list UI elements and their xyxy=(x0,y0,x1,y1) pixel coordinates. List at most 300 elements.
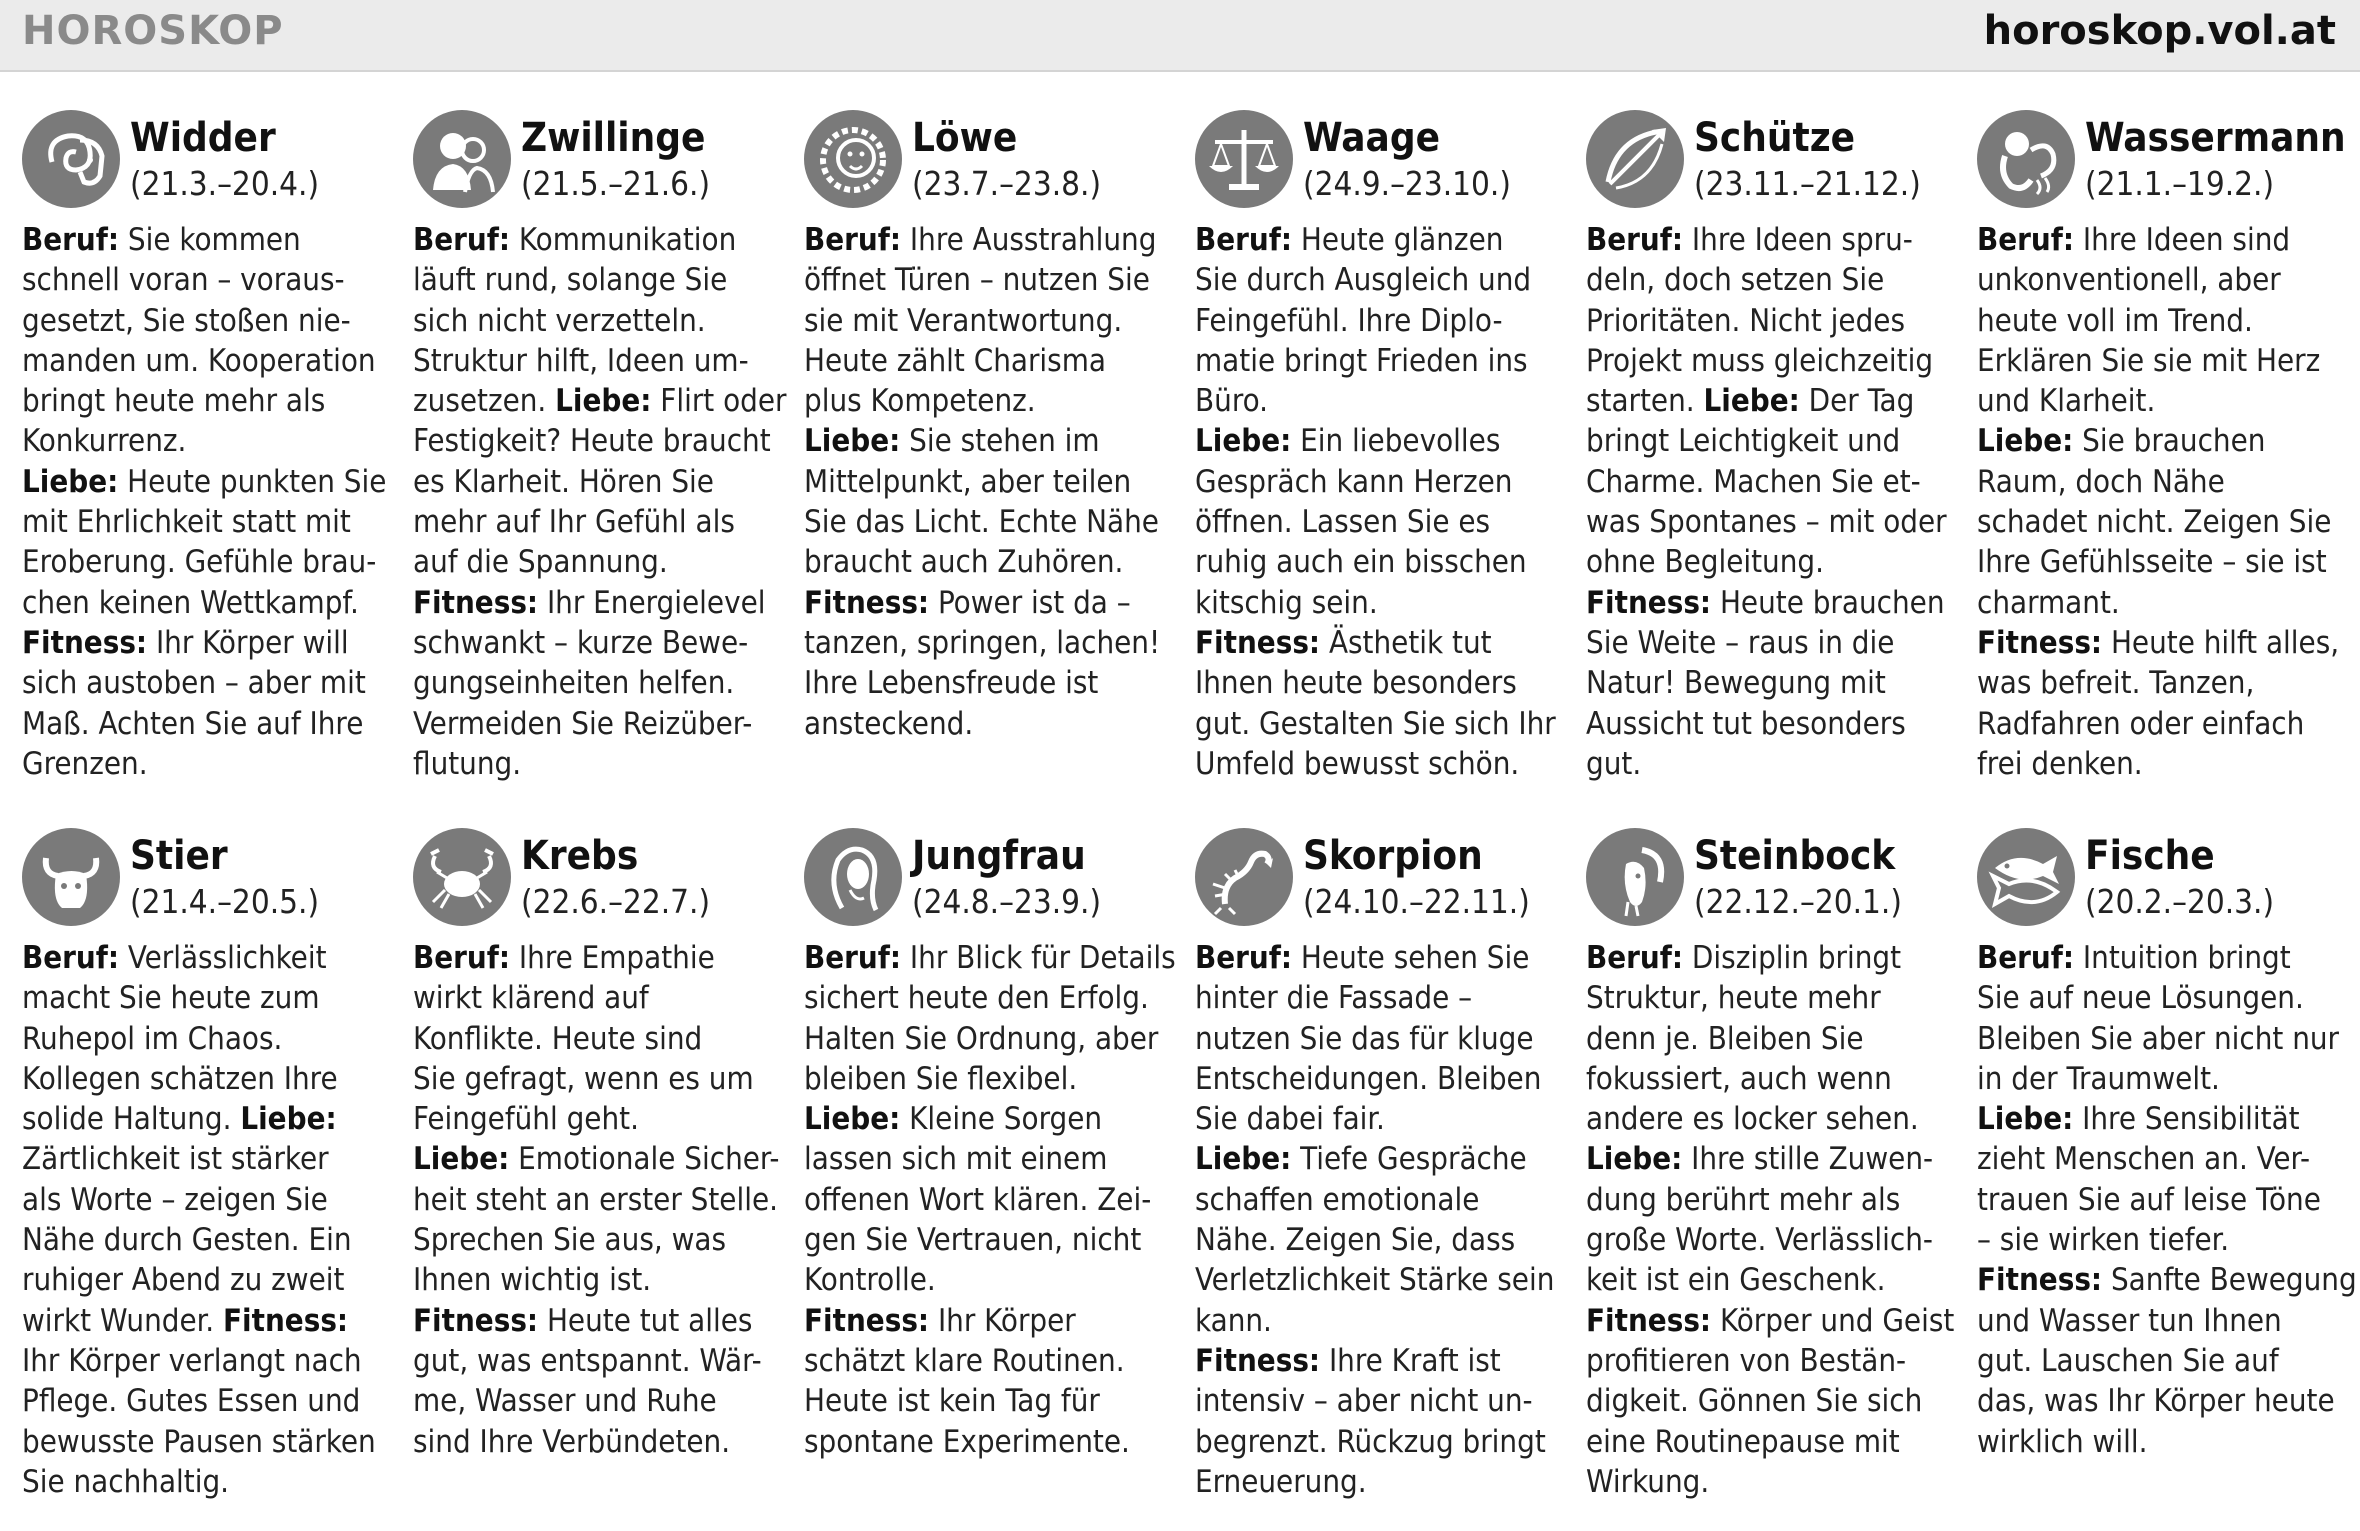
text-line xyxy=(413,464,714,500)
sign-name: Skorpion xyxy=(1303,833,1483,879)
text-line xyxy=(1977,1061,2220,1097)
text-run: deln, doch setzen Sie xyxy=(1586,262,1885,299)
text-run: sich austoben – aber mit xyxy=(22,665,366,702)
crab-icon xyxy=(413,828,511,926)
text-run: Körper und Geist xyxy=(1711,1302,1955,1339)
text-line xyxy=(1977,504,2331,540)
text-run: Sanfte Bewegung xyxy=(2102,1262,2357,1299)
text-run: ruhiger Abend zu zweit xyxy=(22,1262,345,1299)
text-line xyxy=(22,343,376,379)
text-line xyxy=(804,1021,1158,1057)
text-line xyxy=(22,665,366,701)
text-line xyxy=(1977,383,2155,419)
lion-icon xyxy=(804,110,902,208)
text-line xyxy=(1586,585,1945,621)
text-line xyxy=(1977,665,2254,701)
sign-name: Zwillinge xyxy=(521,115,706,161)
sign-dates: (24.9.–23.10.) xyxy=(1303,164,1511,203)
sign-dates: (21.5.–21.6.) xyxy=(521,164,711,203)
text-line xyxy=(804,625,1160,661)
text-run: Sie auf neue Lösungen. xyxy=(1977,980,2304,1017)
text-run: ohne Begleitung. xyxy=(1586,544,1824,581)
text-line xyxy=(413,625,748,661)
text-line xyxy=(22,262,345,298)
text-line xyxy=(1195,1262,1554,1298)
text-run: Wirkung. xyxy=(1586,1463,1710,1500)
text-run: charmant. xyxy=(1977,584,2120,621)
text-run: – sie wirken tiefer. xyxy=(1977,1222,2230,1259)
text-line xyxy=(22,1303,348,1339)
text-run: Raum, doch Nähe xyxy=(1977,463,2225,500)
text-run: Erneuerung. xyxy=(1195,1463,1367,1500)
text-line xyxy=(1586,383,1914,419)
text-run: Sprechen Sie aus, was xyxy=(413,1222,726,1259)
text-run: Tiefe Gespräche xyxy=(1291,1141,1527,1178)
text-line xyxy=(804,1182,1151,1218)
text-line xyxy=(1195,585,1378,621)
text-line xyxy=(1977,262,2281,298)
sign-header xyxy=(413,828,783,930)
text-run: frei denken. xyxy=(1977,745,2143,782)
text-line xyxy=(1586,1021,1864,1057)
section-label: Fitness: xyxy=(1195,1342,1321,1379)
text-run: Ihnen heute besonders xyxy=(1195,665,1517,702)
text-run: hinter die Fassade – xyxy=(1195,980,1473,1017)
text-run: Ihre stille Zuwen- xyxy=(1682,1141,1934,1178)
text-run: Ihnen wichtig ist. xyxy=(413,1262,652,1299)
text-line xyxy=(1195,544,1527,580)
text-line xyxy=(413,585,766,621)
text-line xyxy=(22,544,376,580)
sign-name: Steinbock xyxy=(1694,833,1896,879)
sign-text xyxy=(1977,220,2347,784)
text-run: Sie Weite – raus in die xyxy=(1586,624,1895,661)
text-line xyxy=(22,1424,376,1460)
text-run: trauen Sie auf leise Töne xyxy=(1977,1181,2321,1218)
text-line xyxy=(1195,1021,1534,1057)
text-line xyxy=(804,504,1159,540)
section-label: Liebe: xyxy=(1586,1141,1683,1178)
text-run: Gespräch kann Herzen xyxy=(1195,463,1513,500)
text-line xyxy=(1977,1222,2229,1258)
text-line xyxy=(22,706,363,742)
text-run: lassen sich mit einem xyxy=(804,1141,1108,1178)
text-line xyxy=(1977,980,2304,1016)
text-run: Heute tut alles xyxy=(538,1302,753,1339)
text-line xyxy=(413,262,727,298)
sign-text xyxy=(804,220,1174,744)
text-run: Sie brauchen xyxy=(2073,423,2266,460)
text-line xyxy=(1977,544,2327,580)
text-line xyxy=(1195,1383,1533,1419)
text-run: Ruhepol im Chaos. xyxy=(22,1020,283,1057)
text-line xyxy=(804,1101,1102,1137)
text-line xyxy=(22,464,386,500)
text-line xyxy=(1586,1222,1933,1258)
text-line xyxy=(413,1021,702,1057)
text-line xyxy=(1586,423,1900,459)
text-line xyxy=(413,1343,762,1379)
text-line xyxy=(1977,303,2253,339)
text-run: intensiv – aber nicht un- xyxy=(1195,1383,1533,1420)
text-run: Ihre Sensibilität xyxy=(2073,1101,2300,1138)
text-run: das, was Ihr Körper heute xyxy=(1977,1383,2335,1420)
sign-header xyxy=(1586,828,1956,930)
sign-header xyxy=(1195,110,1565,212)
text-run: gungseinheiten helfen. xyxy=(413,665,735,702)
section-label: Liebe: xyxy=(22,463,119,500)
sign-text xyxy=(1195,938,1565,1502)
text-line xyxy=(1977,746,2143,782)
section-label: Fitness: xyxy=(413,1302,539,1339)
text-line xyxy=(804,706,973,742)
text-run: keit ist ein Geschenk. xyxy=(1586,1262,1886,1299)
bull-icon xyxy=(22,828,120,926)
text-line xyxy=(1195,1182,1479,1218)
text-run: schadet nicht. Zeigen Sie xyxy=(1977,504,2332,541)
text-run: Ihre Ausstrahlung xyxy=(901,222,1157,258)
text-run: Halten Sie Ordnung, aber xyxy=(804,1020,1159,1057)
text-run: Nähe. Zeigen Sie, dass xyxy=(1195,1222,1516,1259)
sign-dates: (23.7.–23.8.) xyxy=(912,164,1102,203)
section-label: Beruf: xyxy=(1977,940,2075,976)
text-line xyxy=(1195,1424,1546,1460)
section-label: Liebe: xyxy=(413,1141,510,1178)
text-line xyxy=(1195,1464,1367,1500)
text-line xyxy=(1977,1383,2335,1419)
sign-header xyxy=(1977,828,2347,930)
text-run: digkeit. Gönnen Sie sich xyxy=(1586,1383,1923,1420)
text-line xyxy=(804,262,1150,298)
section-label: Beruf: xyxy=(413,940,511,976)
text-line xyxy=(804,303,1122,339)
text-line xyxy=(22,1021,282,1057)
text-run: fokussiert, auch wenn xyxy=(1586,1060,1892,1097)
text-run: es Klarheit. Hören Sie xyxy=(413,463,714,500)
sign-header xyxy=(804,110,1174,212)
text-run: schaffen emotionale xyxy=(1195,1181,1480,1218)
text-run: was Spontanes – mit oder xyxy=(1586,504,1947,541)
text-line xyxy=(1977,1424,2147,1460)
text-run: macht Sie heute zum xyxy=(22,980,320,1017)
text-run: wirkt Wunder. xyxy=(22,1302,223,1339)
text-run: nutzen Sie das für kluge xyxy=(1195,1020,1534,1057)
text-run: plus Kompetenz. xyxy=(804,383,1036,420)
text-line xyxy=(22,1061,338,1097)
text-run: Aussicht tut besonders xyxy=(1586,705,1906,742)
text-line xyxy=(804,1383,1100,1419)
text-line xyxy=(804,1141,1107,1177)
sign-text xyxy=(1586,938,1956,1502)
text-line xyxy=(413,706,752,742)
text-run: Feingefühl. Ihre Diplo- xyxy=(1195,302,1503,339)
text-line xyxy=(804,1424,1130,1460)
text-run: läuft rund, solange Sie xyxy=(413,262,728,299)
text-line xyxy=(1195,1061,1541,1097)
sign-dates: (24.8.–23.9.) xyxy=(912,882,1102,921)
text-run: Grenzen. xyxy=(22,745,148,782)
text-run: spontane Experimente. xyxy=(804,1423,1130,1460)
text-run: zusetzen. xyxy=(413,383,556,420)
text-run: was befreit. Tanzen, xyxy=(1977,665,2255,702)
text-line xyxy=(1586,1424,1900,1460)
text-run: Ihr Körper xyxy=(929,1302,1076,1339)
text-run: Erklären Sie sie mit Herz xyxy=(1977,342,2321,379)
section-label: Fitness: xyxy=(223,1302,349,1339)
text-line xyxy=(413,1383,717,1419)
sign-name: Löwe xyxy=(912,115,1018,161)
text-run: Verlässlichkeit xyxy=(119,940,327,976)
sign-dates: (24.10.–22.11.) xyxy=(1303,882,1530,921)
text-line xyxy=(804,980,1149,1016)
text-run: große Worte. Verlässlich- xyxy=(1586,1222,1933,1259)
text-line xyxy=(1977,625,2339,661)
text-run: Verletzlichkeit Stärke sein xyxy=(1195,1262,1555,1299)
section-label: Beruf: xyxy=(1977,222,2075,258)
text-run: gut, was entspannt. Wär- xyxy=(413,1342,762,1379)
text-line xyxy=(413,1424,730,1460)
section-label: Fitness: xyxy=(413,584,539,621)
text-run: Sie gefragt, wenn es um xyxy=(413,1060,754,1097)
text-line xyxy=(413,1061,754,1097)
text-line xyxy=(1586,343,1933,379)
text-line xyxy=(22,1101,337,1137)
section-label: Beruf: xyxy=(1586,222,1684,258)
text-run: Sie kommen xyxy=(119,222,301,258)
text-line xyxy=(413,504,735,540)
text-run: Ihre Ideen spru- xyxy=(1683,222,1913,258)
text-line xyxy=(804,222,1156,258)
text-run: heute voll im Trend. xyxy=(1977,302,2253,339)
text-line xyxy=(22,1141,329,1177)
text-line xyxy=(1977,1141,2310,1177)
section-label: Liebe: xyxy=(240,1101,337,1138)
text-line xyxy=(22,1262,344,1298)
text-run: Natur! Bewegung mit xyxy=(1586,665,1886,702)
text-run: sie mit Verantwortung. xyxy=(804,302,1123,339)
text-line xyxy=(1977,1303,2282,1339)
text-run: Heute brauchen xyxy=(1711,584,1945,621)
text-line xyxy=(1977,585,2120,621)
text-run: unkonventionell, aber xyxy=(1977,262,2281,299)
text-line xyxy=(22,1182,328,1218)
text-line xyxy=(22,625,349,661)
text-line xyxy=(413,940,715,976)
text-line xyxy=(1977,1262,2357,1298)
section-label: Liebe: xyxy=(804,1101,901,1138)
text-line xyxy=(22,504,351,540)
text-run: Ihre Empathie xyxy=(510,940,715,976)
text-line xyxy=(413,746,521,782)
text-run: Kollegen schätzen Ihre xyxy=(22,1060,338,1097)
text-line xyxy=(1586,1303,1954,1339)
section-label: Liebe: xyxy=(1977,423,2074,460)
text-line xyxy=(1977,706,2304,742)
text-line xyxy=(1195,262,1531,298)
text-line xyxy=(1586,262,1884,298)
text-run: sich nicht verzetteln. xyxy=(413,302,706,339)
text-run: zieht Menschen an. Ver- xyxy=(1977,1141,2311,1178)
sign-dates: (21.4.–20.5.) xyxy=(130,882,320,921)
text-run: Ihr Blick für Details xyxy=(901,940,1176,976)
text-line xyxy=(413,1101,639,1137)
text-line xyxy=(1195,940,1529,976)
text-run: ansteckend. xyxy=(804,705,974,742)
sign-card-wassermann xyxy=(1977,110,2347,784)
section-label: Fitness: xyxy=(1977,624,2103,661)
text-run: Büro. xyxy=(1195,383,1268,420)
text-line xyxy=(413,1222,726,1258)
text-run: wirkt klärend auf xyxy=(413,980,649,1017)
text-run: solide Haltung. xyxy=(22,1101,241,1138)
sign-text xyxy=(413,220,787,784)
sign-text xyxy=(22,938,392,1502)
text-line xyxy=(1195,1222,1515,1258)
text-line xyxy=(1195,706,1556,742)
text-run: als Worte – zeigen Sie xyxy=(22,1181,328,1218)
text-run: Der Tag xyxy=(1799,383,1915,420)
sign-card-schütze xyxy=(1586,110,1956,784)
text-run: Sie nachhaltig. xyxy=(22,1463,230,1500)
text-line xyxy=(22,383,325,419)
text-run: Ihre Ideen sind xyxy=(2074,222,2291,258)
text-line xyxy=(804,544,1123,580)
section-label: Fitness: xyxy=(1586,1302,1712,1339)
text-line xyxy=(413,303,706,339)
text-run: schnell voran – voraus- xyxy=(22,262,345,299)
text-line xyxy=(413,544,668,580)
text-run: mehr auf Ihr Gefühl als xyxy=(413,504,735,541)
scales-icon xyxy=(1195,110,1293,208)
sign-card-widder xyxy=(22,110,392,784)
sign-card-fische xyxy=(1977,828,2357,1462)
section-label: Beruf: xyxy=(22,940,120,976)
text-run: bringt Leichtigkeit und xyxy=(1586,423,1901,460)
text-run: Heute punkten Sie xyxy=(118,463,387,500)
text-run: starten. xyxy=(1586,383,1704,420)
text-run: auf die Spannung. xyxy=(413,544,668,581)
text-run: denn je. Bleiben Sie xyxy=(1586,1020,1864,1057)
text-line xyxy=(1195,1101,1385,1137)
text-line xyxy=(1977,1101,2300,1137)
text-line xyxy=(804,1343,1125,1379)
site-url: horoskop.vol.at xyxy=(1983,8,2336,54)
text-line xyxy=(1195,423,1500,459)
text-line xyxy=(1586,706,1906,742)
text-line xyxy=(1586,1141,1933,1177)
text-run: Charme. Machen Sie et- xyxy=(1586,463,1921,500)
text-run: Kleine Sorgen xyxy=(900,1101,1103,1138)
text-line xyxy=(804,1222,1141,1258)
text-run: gut. xyxy=(1586,745,1642,782)
text-run: Feingefühl geht. xyxy=(413,1101,639,1138)
text-line xyxy=(1977,423,2265,459)
section-label: Beruf: xyxy=(804,940,902,976)
sign-card-löwe xyxy=(804,110,1174,744)
sign-dates: (22.6.–22.7.) xyxy=(521,882,711,921)
text-run: profitieren von Bestän- xyxy=(1586,1342,1907,1379)
sign-dates: (22.12.–20.1.) xyxy=(1694,882,1902,921)
sign-header xyxy=(1195,828,1565,930)
text-line xyxy=(22,746,148,782)
text-run: Ein liebevolles xyxy=(1291,423,1501,460)
text-line xyxy=(413,343,749,379)
text-run: schätzt klare Routinen. xyxy=(804,1342,1125,1379)
sign-dates: (21.3.–20.4.) xyxy=(130,164,320,203)
text-run: öffnen. Lassen Sie es xyxy=(1195,504,1491,541)
text-line xyxy=(1195,665,1517,701)
text-line xyxy=(1195,303,1503,339)
text-line xyxy=(804,464,1131,500)
sign-card-zwillinge xyxy=(413,110,787,784)
text-run: chen keinen Wettkampf. xyxy=(22,584,359,621)
section-label: Beruf: xyxy=(413,222,511,258)
text-line xyxy=(1586,544,1824,580)
text-line xyxy=(1195,464,1512,500)
text-run: me, Wasser und Ruhe xyxy=(413,1383,717,1420)
text-run: Power ist da – xyxy=(929,584,1131,621)
text-run: flutung. xyxy=(413,745,522,782)
section-label: Liebe: xyxy=(804,423,901,460)
text-run: kitschig sein. xyxy=(1195,584,1378,621)
text-line xyxy=(1977,1343,2279,1379)
text-line xyxy=(804,665,1098,701)
text-run: gut. Lauschen Sie auf xyxy=(1977,1342,2279,1379)
text-run: andere es locker sehen. xyxy=(1586,1101,1919,1138)
text-run: bringt heute mehr als xyxy=(22,383,326,420)
text-line xyxy=(1586,746,1641,782)
sign-dates: (20.2.–20.3.) xyxy=(2085,882,2275,921)
text-run: Sie dabei fair. xyxy=(1195,1101,1385,1138)
text-run: manden um. Kooperation xyxy=(22,342,376,379)
text-run: gen Sie Vertrauen, nicht xyxy=(804,1222,1142,1259)
text-line xyxy=(1586,1182,1900,1218)
sign-card-stier xyxy=(22,828,392,1502)
text-line xyxy=(804,585,1131,621)
section-label: Fitness: xyxy=(1195,624,1321,661)
text-line xyxy=(1195,222,1503,258)
text-run: tanzen, springen, lachen! xyxy=(804,624,1161,661)
text-run: braucht auch Zuhören. xyxy=(804,544,1124,581)
text-run: Heute sehen Sie xyxy=(1292,940,1530,976)
text-run: Umfeld bewusst schön. xyxy=(1195,745,1520,782)
text-run: sind Ihre Verbündeten. xyxy=(413,1423,731,1460)
text-run: matie bringt Frieden ins xyxy=(1195,342,1528,379)
text-line xyxy=(1586,1262,1885,1298)
text-line xyxy=(804,1061,1077,1097)
text-line xyxy=(804,1262,936,1298)
text-run: Pflege. Gutes Essen und xyxy=(22,1383,361,1420)
text-line xyxy=(1977,1182,2321,1218)
text-line xyxy=(22,222,301,258)
section-label: Fitness: xyxy=(804,584,930,621)
text-run: bleiben Sie flexibel. xyxy=(804,1060,1078,1097)
text-line xyxy=(1586,1383,1922,1419)
text-line xyxy=(413,1182,778,1218)
sign-header xyxy=(22,110,392,212)
sign-card-jungfrau xyxy=(804,828,1174,1462)
text-run: Heute glänzen xyxy=(1292,222,1504,258)
text-line xyxy=(1977,1021,2339,1057)
text-run: schwankt – kurze Bewe- xyxy=(413,624,749,661)
sign-dates: (21.1.–19.2.) xyxy=(2085,164,2275,203)
sign-header xyxy=(1586,110,1956,212)
sign-card-waage xyxy=(1195,110,1565,784)
virgin-icon xyxy=(804,828,902,926)
sign-text xyxy=(413,938,783,1462)
text-line xyxy=(1586,1101,1919,1137)
twins-icon xyxy=(413,110,511,208)
